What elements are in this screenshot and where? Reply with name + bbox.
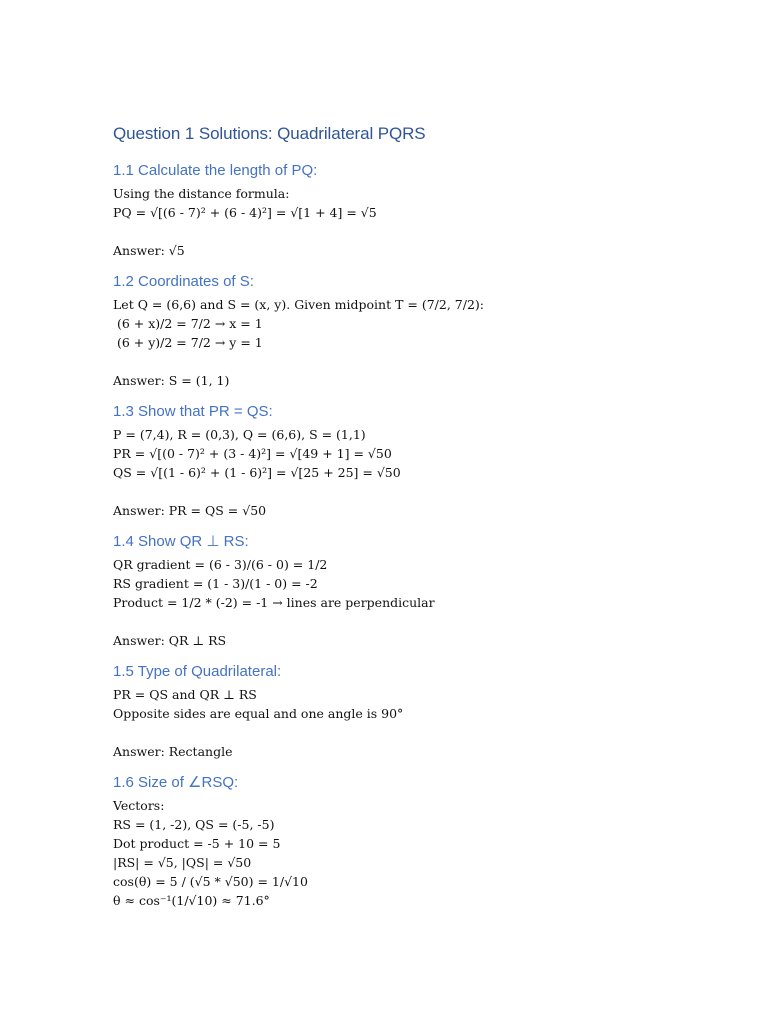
section-heading: 1.5 Type of Quadrilateral: [113, 663, 282, 680]
section-1-6 [113, 773, 733, 910]
text-line: QS = √[(1 - 6)² + (1 - 6)²] = √[25 + 25] = √50 [113, 465, 401, 480]
section-heading: 1.6 Size of ∠RSQ: [113, 774, 239, 791]
section-heading: 1.2 Coordinates of S: [113, 273, 254, 290]
answer-line: Answer: QR ⊥ RS [113, 633, 227, 648]
answer-line: Answer: PR = QS = √50 [113, 503, 267, 518]
section-1-2 [113, 272, 733, 390]
answer-line: Answer: S = (1, 1) [113, 373, 230, 388]
section-heading: 1.3 Show that PR = QS: [113, 403, 273, 420]
text-line: RS gradient = (1 - 3)/(1 - 0) = -2 [113, 576, 318, 591]
answer-line: Answer: √5 [113, 243, 185, 258]
text-line: P = (7,4), R = (0,3), Q = (6,6), S = (1,1) [113, 427, 366, 442]
blank-line [113, 222, 733, 241]
blank-line [113, 482, 733, 501]
document-title: Question 1 Solutions: Quadrilateral PQRS [113, 124, 426, 143]
text-line: |RS| = √5, |QS| = √50 [113, 855, 252, 870]
section-1-3 [113, 402, 733, 520]
blank-line [113, 723, 733, 742]
text-line: Using the distance formula: [113, 186, 290, 201]
text-line: PQ = √[(6 - 7)² + (6 - 4)²] = √[1 + 4] = √5 [113, 205, 377, 220]
text-line: PR = QS and QR ⊥ RS [113, 687, 257, 702]
blank-line [113, 612, 733, 631]
text-line: RS = (1, -2), QS = (-5, -5) [113, 817, 275, 832]
text-line: QR gradient = (6 - 3)/(6 - 0) = 1/2 [113, 557, 328, 572]
text-line: θ ≈ cos⁻¹(1/√10) ≈ 71.6° [113, 893, 270, 908]
section-heading: 1.4 Show QR ⊥ RS: [113, 533, 249, 550]
section-1-1 [113, 161, 733, 260]
answer-line: Answer: Rectangle [113, 744, 233, 759]
section-1-4 [113, 532, 733, 650]
section-heading: 1.1 Calculate the length of PQ: [113, 162, 318, 179]
text-line: Vectors: [113, 798, 165, 813]
text-line: Dot product = -5 + 10 = 5 [113, 836, 281, 851]
text-line: Opposite sides are equal and one angle is 90° [113, 706, 404, 721]
text-line: (6 + y)/2 = 7/2 → y = 1 [113, 335, 263, 350]
text-line: PR = √[(0 - 7)² + (3 - 4)²] = √[49 + 1] = √50 [113, 446, 392, 461]
text-line: cos(θ) = 5 / (√5 * √50) = 1/√10 [113, 874, 308, 889]
document-page [113, 122, 733, 910]
blank-line [113, 352, 733, 371]
text-line: (6 + x)/2 = 7/2 → x = 1 [113, 316, 263, 331]
section-1-5 [113, 662, 733, 761]
text-line: Product = 1/2 * (-2) = -1 → lines are perpendicular [113, 595, 435, 610]
text-line: Let Q = (6,6) and S = (x, y). Given midpoint T = (7/2, 7/2): [113, 297, 484, 312]
